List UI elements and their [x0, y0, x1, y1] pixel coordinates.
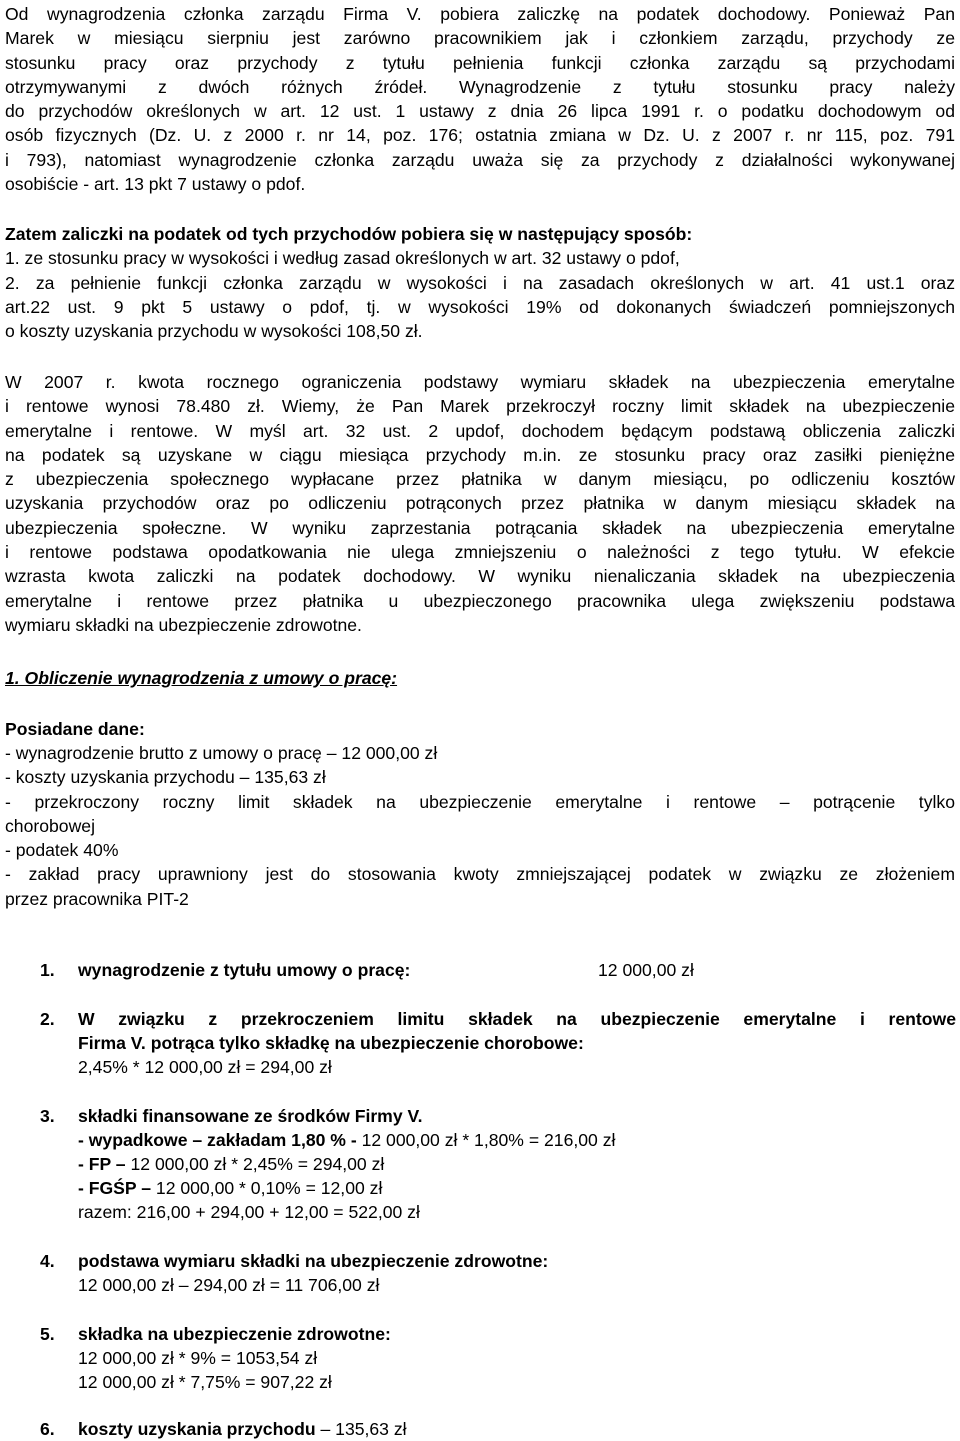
item-calculation: 12 000,00 zł * 9% = 1053,54 zł [78, 1348, 318, 1368]
text-line: wzrasta kwota zaliczki na podatek dochodowy. W wyniku nienaliczania składek na ubezpieczenia [5, 566, 955, 587]
item-heading-line: W związku z przekroczeniem limitu składek na ubezpieczenie emerytalne i rentowe [78, 1009, 956, 1029]
item-number: 1. [40, 960, 55, 980]
item-heading: wynagrodzenie z tytułu umowy o pracę: [78, 960, 411, 980]
list-item: - wynagrodzenie brutto z umowy o pracę – 12 000,00 zł [5, 743, 438, 763]
item-calculation: 12 000,00 zł – 294,00 zł = 11 706,00 zł [78, 1275, 380, 1295]
item-heading: składki finansowane ze środków Firmy V. [78, 1106, 423, 1126]
text-line: Od wynagrodzenia członka zarządu Firma V. pobiera zaliczkę na podatek dochodowy. Ponieważ Pan [5, 4, 955, 24]
item-heading-line: Firma V. potrąca tylko składkę na ubezpieczenie chorobowe: [78, 1033, 584, 1054]
item-amount: – 135,63 zł [315, 1419, 407, 1439]
section-heading: Zatem zaliczki na podatek od tych przychodów pobiera się w następujący sposób: [5, 224, 693, 244]
text-line: na podatek są uzyskane w ciągu miesiąca przychody m.in. ze stosunku pracy oraz zasiłki pieniężne [5, 444, 955, 465]
given-data-heading: Posiadane dane: [5, 719, 145, 739]
item-heading: podstawa wymiaru składki na ubezpieczenie zdrowotne: [78, 1251, 549, 1271]
limit-paragraph [5, 370, 955, 637]
text-line: z ubezpieczenia społecznego wypłacane przez płatnika w danym miesiącu, po odliczeniu kosztów [5, 469, 955, 490]
list-item: - podatek 40% [5, 840, 119, 861]
item-heading-text: koszty uzyskania przychodu [78, 1419, 316, 1439]
item-number: 5. [40, 1324, 55, 1344]
item-number: 2. [40, 1009, 55, 1029]
text-line: art.22 ust. 9 pkt 5 ustawy o pdof, tj. w wysokości 19% od dokonanych świadczeń pomniejszonych [5, 296, 955, 317]
intro-paragraph [5, 2, 955, 196]
text-line: ubezpieczenia społeczne. W wyniku zaprzestania potrącania składek na ubezpieczenia emerytalne [5, 517, 955, 538]
contribution-label: - FGŚP – [78, 1178, 152, 1198]
text-line: osobiście - art. 13 pkt 7 ustawy o pdof. [5, 174, 306, 195]
contribution-value: razem: 216,00 + 294,00 + 12,00 = 522,00 zł [78, 1202, 420, 1222]
text-line: Marek w miesiącu sierpniu jest zarówno pracownikiem jak i członkiem zarządu, przychody ze [5, 28, 955, 49]
given-data-list [5, 741, 955, 911]
text-line: uzyskania przychodów oraz po odliczeniu potrąconych przez płatnika w danym miesiącu składek na [5, 493, 955, 514]
text-line: emerytalne i rentowe. W myśl art. 32 ust. 2 updof, dochodem będącym podstawą obliczenia zaliczki [5, 420, 955, 441]
text-line: emerytalne i rentowe przez płatnika u ubezpieczonego pracownika ulega zwiększeniu podstawa [5, 590, 955, 611]
item-heading: składka na ubezpieczenie zdrowotne: [78, 1324, 391, 1344]
text-line: wymiaru składki na ubezpieczenie zdrowotne. [5, 614, 362, 635]
item-calculation: 12 000,00 zł * 7,75% = 907,22 zł [78, 1372, 332, 1392]
text-line: otrzymywanymi z dwóch różnych źródeł. Wynagrodzenie z tytułu stosunku pracy należy [5, 76, 955, 97]
list-item: - przekroczony roczny limit składek na ubezpieczenie emerytalne i rentowe – potrącenie tylko [5, 791, 955, 812]
text-line: 2. za pełnienie funkcji członka zarządu w wysokości i na zasadach określonych w art. 41 ust.1 oraz [5, 272, 955, 293]
text-line: i rentowe podstawa opodatkowania nie ulega zmniejszeniu o należności z tego tytułu. W efekcie [5, 542, 955, 563]
contribution-label: - wypadkowe – zakładam 1,80 % - [78, 1130, 357, 1150]
item-calculation [78, 1128, 615, 1152]
list-item: przez pracownika PIT-2 [5, 888, 189, 909]
text-line: do przychodów określonych w art. 12 ust. 1 ustawy z dnia 26 lipca 1991 r. o podatku dochodowym od [5, 101, 955, 122]
item-heading [78, 1417, 407, 1441]
text-line: 1. ze stosunku pracy w wysokości i według zasad określonych w art. 32 ustawy o pdof, [5, 248, 680, 269]
item-calculation [78, 1176, 382, 1200]
item-number: 4. [40, 1251, 55, 1271]
list-item: - koszty uzyskania przychodu – 135,63 zł [5, 767, 326, 788]
text-line: W 2007 r. kwota rocznego ograniczenia podstawy wymiaru składek na ubezpieczenia emerytalne [5, 372, 955, 392]
item-total [78, 1200, 420, 1224]
list-item: chorobowej [5, 815, 95, 836]
item-heading [78, 1007, 956, 1056]
contribution-value: 12 000,00 * 0,10% = 12,00 zł [151, 1178, 383, 1198]
text-line: i 793), natomiast wynagrodzenie członka zarządu uważa się za przychody z działalności wykonywanej [5, 149, 955, 170]
item-number: 3. [40, 1106, 55, 1126]
item-calculation: 2,45% * 12 000,00 zł = 294,00 zł [78, 1057, 332, 1077]
text-line: i rentowe wynosi 78.480 zł. Wiemy, że Pan Marek przekroczył roczny limit składek na ubezpieczenie [5, 396, 955, 417]
item-number: 6. [40, 1419, 55, 1439]
contribution-value: 12 000,00 zł * 1,80% = 216,00 zł [356, 1130, 616, 1150]
section-title: 1. Obliczenie wynagrodzenia z umowy o pracę: [5, 668, 398, 688]
text-line: osób fizycznych (Dz. U. z 2000 r. nr 14, poz. 176; ostatnia zmiana w Dz. U. z 2007 r. nr 115, poz. 791 [5, 125, 955, 146]
contribution-label: - FP – [78, 1154, 126, 1174]
list-item: - zakład pracy uprawniony jest do stosowania kwoty zmniejszającej podatek w związku ze złożeniem [5, 864, 955, 885]
item-calculation [78, 1152, 384, 1176]
contribution-value: 12 000,00 zł * 2,45% = 294,00 zł [125, 1154, 385, 1174]
text-line: o koszty uzyskania przychodu w wysokości 108,50 zł. [5, 321, 423, 342]
text-line: stosunku pracy oraz przychody z tytułu pełnienia funkcji członka zarządu są przychodami [5, 52, 955, 73]
advances-section [5, 222, 955, 343]
item-amount: 12 000,00 zł [598, 960, 694, 980]
